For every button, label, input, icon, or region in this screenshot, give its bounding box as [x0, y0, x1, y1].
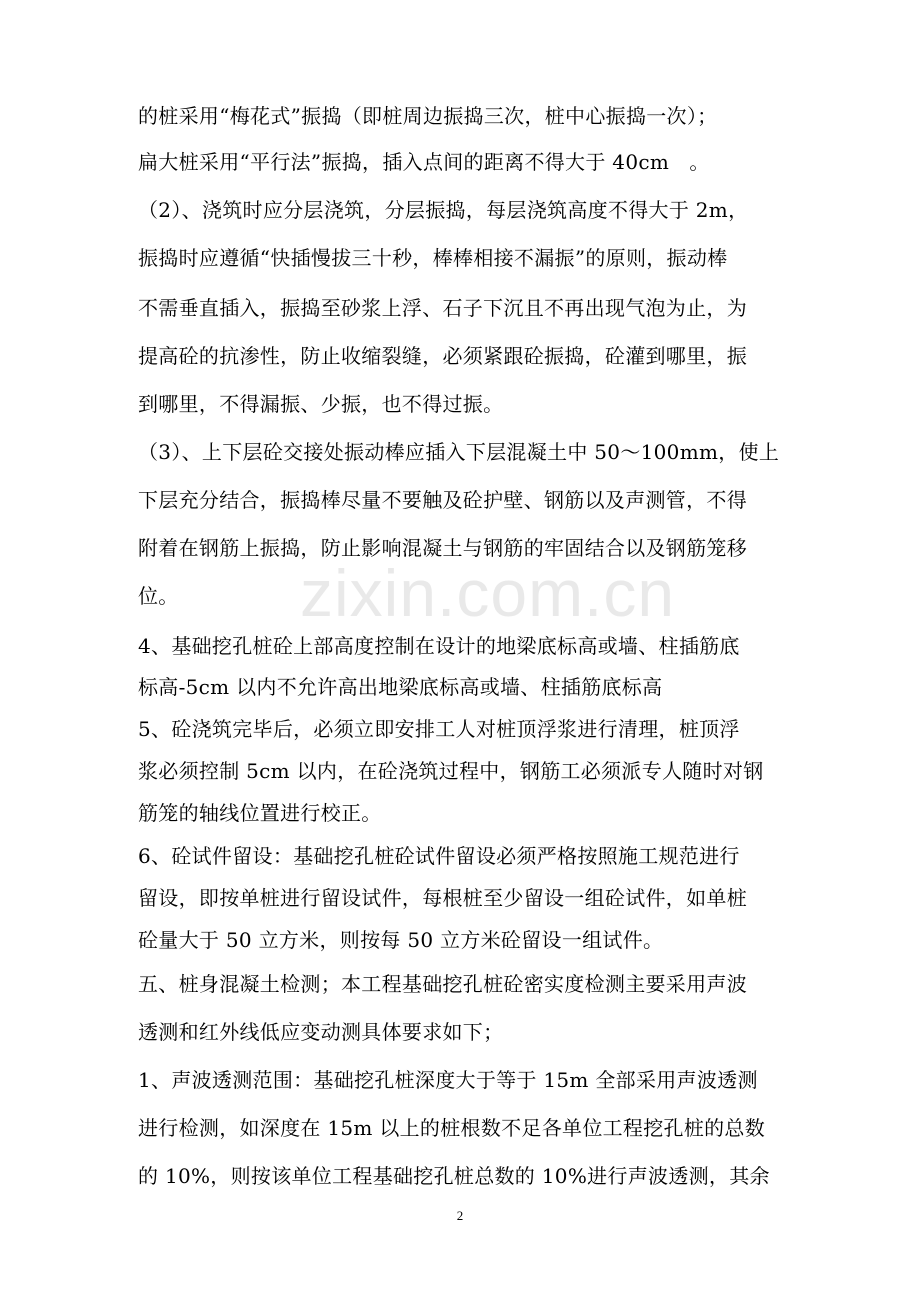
text-line: 五、桩身混凝土检测；本工程基础挖孔桩砼密实度检测主要采用声波: [138, 972, 747, 996]
text-line: 的 10%，则按该单位工程基础挖孔桩总数的 10%进行声波透测，其余: [138, 1164, 770, 1188]
text-line: 位。: [138, 584, 179, 608]
text-line: 透测和红外线低应变动测具体要求如下；: [138, 1020, 504, 1044]
text-line: 砼量大于 50 立方米，则按每 50 立方米砼留设一组试件。: [138, 928, 664, 952]
text-line: 4、基础挖孔桩砼上部高度控制在设计的地梁底标高或墙、柱插筋底: [138, 634, 740, 658]
text-line: 留设，即按单桩进行留设试件，每根桩至少留设一组砼试件，如单桩: [138, 886, 747, 910]
text-line: （2）、浇筑时应分层浇筑，分层振捣，每层浇筑高度不得大于 2m，: [138, 198, 749, 222]
text-line: 5、砼浇筑完毕后，必须立即安排工人对桩顶浮浆进行清理，桩顶浮: [138, 717, 740, 741]
text-line: 振捣时应遵循“快插慢拔三十秒，棒棒相接不漏振”的原则，振动棒: [138, 246, 728, 270]
text-line: 6、砼试件留设：基础挖孔桩砼试件留设必须严格按照施工规范进行: [138, 844, 740, 868]
watermark: zixin.com.cn: [300, 556, 676, 630]
text-line: 不需垂直插入，振捣至砂浆上浮、石子下沉且不再出现气泡为止，为: [138, 296, 747, 320]
text-line: 进行检测，如深度在 15m 以上的桩根数不足各单位工程挖孔桩的总数: [138, 1116, 766, 1140]
text-line: 标高-5cm 以内不允许高出地梁底标高或墙、柱插筋底标高: [138, 675, 663, 699]
text-line: 筋笼的轴线位置进行校正。: [138, 801, 382, 825]
text-line: 到哪里，不得漏振、少振，也不得过振。: [138, 392, 504, 416]
text-line: 附着在钢筋上振捣，防止影响混凝土与钢筋的牢固结合以及钢筋笼移: [138, 536, 747, 560]
text-line: 浆必须控制 5cm 以内，在砼浇筑过程中，钢筋工必须派专人随时对钢: [138, 759, 764, 783]
text-line: 的桩采用“梅花式”振捣（即桩周边振捣三次，桩中心振捣一次）；: [138, 104, 718, 128]
text-line: 提高砼的抗渗性，防止收缩裂缝，必须紧跟砼振捣，砼灌到哪里，振: [138, 344, 747, 368]
text-line: （3）、上下层砼交接处振动棒应插入下层混凝土中 50～100mm，使上: [138, 440, 780, 464]
text-line: 下层充分结合，振捣棒尽量不要触及砼护壁、钢筋以及声测管，不得: [138, 488, 747, 512]
text-line: 1、声波透测范围：基础挖孔桩深度大于等于 15m 全部采用声波透测: [138, 1068, 758, 1092]
text-line: 扁大桩采用“平行法”振捣，插入点间的距离不得大于 40cm 。: [138, 150, 710, 174]
page-number: 2: [456, 1208, 464, 1223]
